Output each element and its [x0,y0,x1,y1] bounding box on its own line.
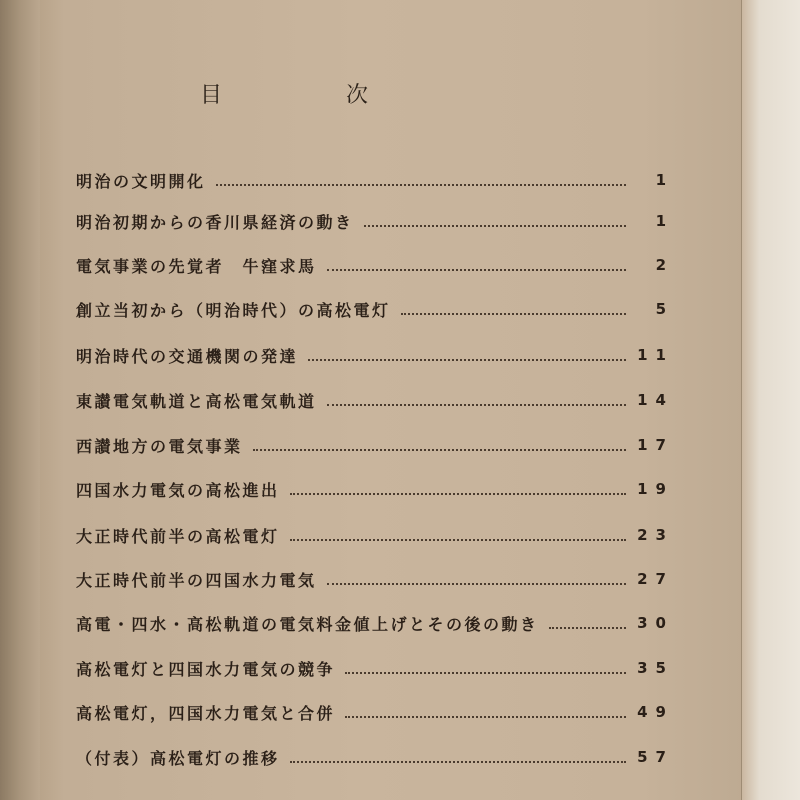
toc-entry [76,474,674,504]
toc-entry-page: 1 [655,212,674,230]
toc-entry-title: 西讃地方の電気事業 [76,436,243,456]
toc-entry [76,206,674,236]
dot-leader [327,583,626,585]
toc-entry-title: 高松電灯，四国水力電気と合併 [76,703,336,723]
dot-leader [345,716,626,718]
title-char-2: 次 [346,83,369,108]
dot-leader [327,269,626,271]
toc-entry [76,697,674,727]
toc-entry-title: （付表）高松電灯の推移 [76,748,280,768]
toc-entry [76,340,674,370]
toc-entry-title: 電気事業の先覚者 牛窪求馬 [76,256,317,276]
dot-leader [549,627,626,629]
toc-entry-page: 27 [637,570,674,588]
toc-entry-title: 高電・四水・高松軌道の電気料金値上げとその後の動き [76,614,539,634]
toc-entry-title: 明治時代の交通機関の発達 [76,346,299,366]
toc-entry [76,653,674,683]
toc-entry-page: 2 [655,256,674,274]
toc-entry [76,608,674,638]
dot-leader [216,184,626,186]
toc-entry-page: 35 [637,659,674,677]
toc-entry-page: 49 [637,703,674,721]
toc-entry-page: 17 [637,436,674,454]
toc-entry-page: 1 [655,171,674,189]
toc-entry [76,564,674,594]
toc-entry-title: 創立当初から（明治時代）の高松電灯 [76,300,391,320]
toc-entry-page: 5 [655,300,674,318]
dot-leader [401,313,626,315]
toc-entry [76,294,674,324]
toc-entry-title: 明治の文明開化 [76,171,206,191]
toc-entry-title: 四国水力電気の高松進出 [76,480,280,500]
toc-entry-title: 大正時代前半の高松電灯 [76,526,280,546]
dot-leader [290,761,626,763]
toc-entry-page: 23 [637,526,674,544]
toc-entry-page: 14 [637,391,674,409]
toc-entry [76,742,674,772]
toc-entry-page: 11 [637,346,674,364]
adjacent-page-edge [741,0,800,800]
dot-leader [364,225,626,227]
toc-entry [76,250,674,280]
title-char-1: 目 [200,83,223,108]
toc-entry-title: 高松電灯と四国水力電気の競争 [76,659,336,679]
toc-entry-page: 30 [637,614,674,632]
toc-entry [76,385,674,415]
dot-leader [290,539,626,541]
toc-entry-page: 19 [637,480,674,498]
book-spine-shadow [0,0,40,800]
dot-leader [290,493,626,495]
dot-leader [327,404,626,406]
dot-leader [345,672,626,674]
toc-entry-page: 57 [637,748,674,766]
toc-entry [76,430,674,460]
dot-leader [253,449,626,451]
toc-entry-title: 東讃電気軌道と高松電気軌道 [76,391,317,411]
toc-entry [76,520,674,550]
toc-entry-title: 明治初期からの香川県経済の動き [76,212,354,232]
dot-leader [308,359,626,361]
toc-entry [76,165,674,195]
toc-entry-title: 大正時代前半の四国水力電気 [76,570,317,590]
